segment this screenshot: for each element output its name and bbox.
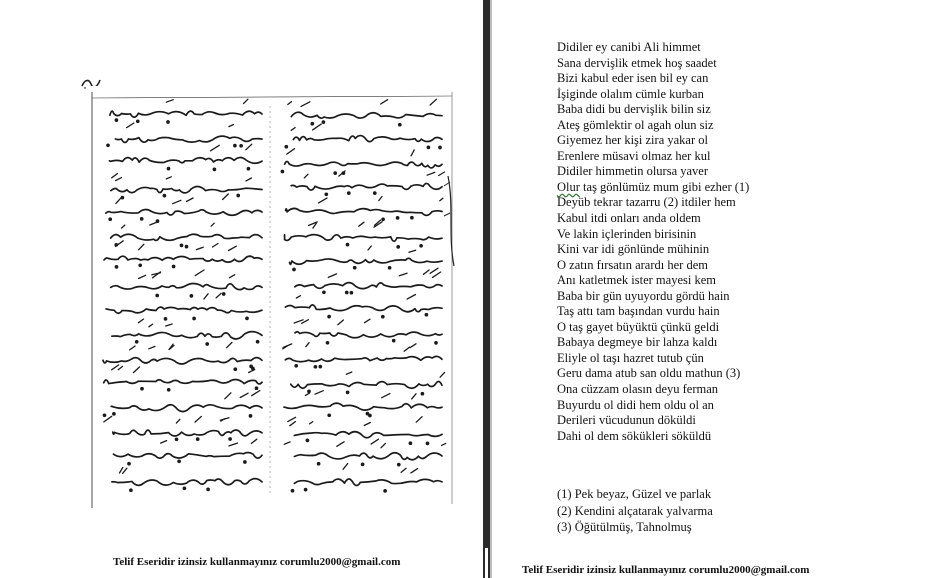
handwriting-stroke bbox=[227, 342, 232, 347]
handwriting-stroke bbox=[442, 443, 446, 445]
handwriting-dot bbox=[382, 316, 384, 318]
handwriting-dot bbox=[213, 168, 215, 170]
handwriting-dot bbox=[168, 389, 170, 391]
poem-line: Babaya degmeye bir lahza kaldı bbox=[557, 335, 718, 350]
handwriting-line bbox=[114, 453, 263, 459]
footnote-line: (2) Kendini alçatarak yalvarma bbox=[557, 503, 713, 518]
handwriting-dot bbox=[136, 341, 138, 343]
handwriting-dot bbox=[137, 120, 139, 122]
handwriting-stroke bbox=[305, 393, 309, 395]
poem-line: İşiginde olalım cümle kurban bbox=[557, 86, 704, 101]
handwriting-line bbox=[103, 358, 262, 364]
handwriting-dot bbox=[247, 168, 249, 170]
handwriting-dot bbox=[325, 193, 327, 195]
handwriting-stroke bbox=[149, 346, 155, 348]
handwriting-stroke bbox=[371, 439, 378, 444]
handwriting-stroke bbox=[296, 296, 300, 298]
handwriting-dot bbox=[206, 343, 208, 345]
handwriting-dot bbox=[229, 438, 231, 440]
handwriting-stroke bbox=[166, 100, 173, 103]
poem-line: Didiler ey canibi Ali himmet bbox=[557, 40, 701, 54]
handwriting-stroke bbox=[319, 198, 328, 203]
poem-line: Kini var idi gönlünde mühinin bbox=[557, 242, 710, 257]
handwriting-stroke bbox=[246, 144, 252, 150]
handwriting-stroke bbox=[112, 365, 119, 370]
handwriting-stroke bbox=[118, 366, 122, 369]
handwriting-dot bbox=[281, 171, 283, 173]
handwriting-dot bbox=[116, 266, 118, 268]
handwriting-line bbox=[285, 235, 443, 242]
handwriting-line bbox=[295, 283, 442, 289]
handwriting-stroke bbox=[186, 198, 193, 202]
handwriting-dot bbox=[393, 340, 395, 342]
handwriting-dot bbox=[362, 463, 364, 465]
handwriting-stroke bbox=[138, 319, 143, 323]
handwriting-stroke bbox=[223, 194, 229, 200]
handwriting-line bbox=[111, 405, 262, 412]
handwriting-dot bbox=[397, 217, 399, 219]
handwriting-stroke bbox=[150, 222, 157, 225]
handwriting-dot bbox=[186, 246, 188, 248]
handwriting-dot bbox=[237, 195, 239, 197]
handwriting-dot bbox=[323, 291, 325, 293]
handwriting-dot bbox=[256, 387, 258, 389]
handwriting-stroke bbox=[416, 417, 422, 423]
handwriting-dot bbox=[350, 292, 352, 294]
handwriting-line bbox=[294, 432, 442, 438]
handwriting-line bbox=[104, 256, 262, 262]
handwriting-stroke bbox=[381, 443, 385, 447]
poem-line: Erenlere müsavi olmaz her kul bbox=[557, 148, 711, 163]
handwriting-dot bbox=[167, 121, 169, 123]
poem-line: Dahi ol dem sökükleri söküldü bbox=[557, 428, 712, 443]
handwriting-dot bbox=[435, 342, 437, 344]
page-divider-gap bbox=[485, 548, 488, 578]
handwriting-dot bbox=[311, 123, 313, 125]
poem-line: Didiler himmetin olursa yaver bbox=[557, 164, 709, 179]
handwriting-stroke bbox=[120, 468, 123, 474]
handwriting-stroke bbox=[379, 197, 382, 201]
handwriting-stroke bbox=[149, 324, 153, 327]
handwriting-line bbox=[286, 208, 442, 215]
poem-line: O zatın fırsatın arardı her dem bbox=[557, 257, 708, 272]
handwriting-line bbox=[112, 332, 262, 339]
handwriting-stroke bbox=[401, 468, 406, 472]
handwriting-line bbox=[291, 382, 442, 389]
handwriting-dot bbox=[347, 391, 349, 393]
handwriting-line bbox=[104, 380, 262, 384]
handwriting-dot bbox=[382, 218, 384, 220]
page-divider bbox=[483, 0, 490, 578]
handwriting-stroke bbox=[306, 343, 309, 347]
poem-line: Taş attı tam başından vurdu hain bbox=[557, 304, 720, 319]
handwriting-stroke bbox=[196, 247, 203, 249]
handwriting-stroke bbox=[166, 177, 171, 179]
handwriting-stroke bbox=[423, 270, 429, 274]
handwriting-dot bbox=[250, 365, 252, 367]
handwriting-line bbox=[284, 403, 442, 410]
handwriting-stroke bbox=[283, 344, 292, 348]
handwriting-stroke bbox=[176, 419, 180, 423]
handwriting-stroke bbox=[116, 178, 122, 181]
handwriting-stroke bbox=[294, 320, 303, 323]
handwriting-stroke bbox=[433, 272, 441, 277]
handwriting-dot bbox=[240, 145, 242, 147]
handwriting-dot bbox=[107, 144, 109, 146]
handwriting-stroke bbox=[409, 250, 416, 252]
handwriting-stroke bbox=[249, 370, 255, 373]
handwriting-stroke bbox=[225, 393, 231, 399]
handwriting-stroke bbox=[173, 200, 181, 203]
handwriting-line bbox=[291, 183, 442, 190]
handwriting-stroke bbox=[439, 172, 445, 176]
footnotes bbox=[557, 486, 713, 536]
handwriting-dot bbox=[346, 292, 348, 294]
handwriting-stroke bbox=[338, 320, 344, 325]
handwriting-dot bbox=[130, 489, 132, 491]
handwriting-stroke bbox=[112, 174, 118, 178]
handwriting-stroke bbox=[411, 150, 414, 156]
handwriting-dot bbox=[183, 487, 185, 489]
handwriting-dot bbox=[115, 119, 117, 121]
handwriting-dot bbox=[139, 264, 141, 266]
handwriting-line bbox=[115, 136, 262, 142]
handwriting-stroke bbox=[229, 443, 237, 446]
handwriting-dot bbox=[420, 245, 422, 247]
handwriting-line bbox=[110, 157, 263, 163]
handwriting-stroke bbox=[412, 394, 416, 399]
poem-line: Deyüb tekrar tazarru (2) itdiler hem bbox=[557, 195, 736, 210]
handwriting-stroke bbox=[365, 319, 371, 323]
poem-line: Ateş gömlektir ol agah olun siz bbox=[557, 117, 714, 132]
handwriting-stroke bbox=[343, 464, 348, 470]
handwriting-stroke bbox=[246, 178, 251, 181]
handwriting-stroke bbox=[204, 294, 208, 299]
handwriting-dot bbox=[354, 267, 356, 269]
handwriting-stroke bbox=[229, 246, 237, 250]
poem-line: Derileri vücudunun döküldi bbox=[557, 413, 696, 428]
handwriting-dot bbox=[425, 314, 427, 316]
handwriting-dot bbox=[104, 414, 106, 416]
handwriting-line bbox=[291, 112, 442, 118]
handwriting-line bbox=[285, 356, 442, 361]
handwriting-dot bbox=[141, 218, 143, 220]
handwriting-dot bbox=[327, 342, 329, 344]
handwriting-dot bbox=[421, 393, 423, 395]
handwriting-line bbox=[111, 234, 262, 240]
handwriting-dot bbox=[328, 316, 330, 318]
manuscript-image bbox=[86, 86, 458, 514]
poem-line: Olur taş gönlümüz mum gibi ezher (1) bbox=[557, 179, 750, 194]
handwriting-dot bbox=[257, 341, 259, 343]
handwriting-dot bbox=[156, 295, 158, 297]
handwriting-dot bbox=[427, 442, 429, 444]
handwriting-dot bbox=[193, 318, 195, 320]
poem-line: Eliyle ol taşı hazret tutub çün bbox=[557, 350, 704, 365]
poem-line: O taş gayet büyüktü çünkü geldi bbox=[557, 319, 720, 334]
poem-line: Giyemez her kişi zira yakar ol bbox=[557, 133, 708, 148]
handwriting-stroke bbox=[104, 416, 112, 422]
handwriting-stroke bbox=[127, 123, 134, 128]
poem-line: Buyurdu ol didi hem oldu ol an bbox=[557, 397, 714, 412]
poem-line: Ona cüzzam olasın deyu ferman bbox=[557, 382, 719, 397]
handwriting-stroke bbox=[310, 422, 313, 424]
handwriting-dot bbox=[197, 438, 199, 440]
handwriting-stroke bbox=[251, 439, 256, 443]
handwriting-line bbox=[106, 307, 262, 313]
handwriting-dot bbox=[207, 488, 209, 490]
poem-line: Baba didi bu dervişlik bilin siz bbox=[557, 102, 711, 117]
handwriting-dot bbox=[318, 463, 320, 465]
handwriting-stroke bbox=[346, 372, 352, 374]
handwriting-dot bbox=[176, 438, 178, 440]
handwriting-stroke bbox=[407, 295, 415, 300]
handwriting-dot bbox=[109, 218, 111, 220]
handwriting-dot bbox=[399, 124, 401, 126]
handwriting-dot bbox=[347, 244, 349, 246]
poem-line: Sana dervişlik etmek hoş saadet bbox=[557, 55, 717, 70]
handwriting-stroke bbox=[364, 423, 370, 426]
handwriting-dot bbox=[168, 168, 170, 170]
handwriting-stroke bbox=[230, 275, 235, 278]
handwriting-stroke bbox=[211, 223, 214, 226]
handwriting-stroke bbox=[430, 268, 438, 273]
handwriting-stroke bbox=[430, 99, 436, 105]
handwriting-dot bbox=[334, 172, 336, 174]
handwriting-stroke bbox=[328, 274, 336, 278]
handwriting-dot bbox=[305, 489, 307, 491]
handwriting-dot bbox=[295, 365, 297, 367]
poem-line: Geru dama atub san oldu mathun (3) bbox=[557, 366, 741, 381]
handwriting-stroke bbox=[244, 99, 248, 103]
handwriting-line bbox=[294, 453, 442, 460]
handwriting-line bbox=[111, 186, 262, 192]
handwriting-stroke bbox=[123, 468, 127, 473]
copyright-footer-left: Telif Eseridir izinsiz kullanmayınız corumlu2000@gmail.com bbox=[113, 556, 401, 568]
handwriting-stroke bbox=[229, 125, 234, 127]
handwriting-dot bbox=[190, 295, 192, 297]
handwriting-dot bbox=[366, 413, 368, 415]
handwriting-stroke bbox=[315, 391, 323, 395]
handwriting-line bbox=[295, 332, 442, 338]
poem-text bbox=[557, 40, 749, 444]
handwriting-dot bbox=[173, 266, 175, 268]
poem-line: Baba bir gün uyuyordu gördü hain bbox=[557, 288, 730, 303]
handwriting-line bbox=[285, 305, 442, 312]
handwriting-dot bbox=[348, 192, 350, 194]
handwriting-dot bbox=[113, 413, 115, 415]
handwriting-line bbox=[294, 479, 442, 486]
handwriting-line bbox=[113, 430, 262, 436]
handwriting-stroke bbox=[195, 270, 204, 276]
handwriting-dot bbox=[398, 464, 400, 466]
handwriting-line bbox=[285, 161, 442, 167]
handwriting-dot bbox=[178, 460, 180, 462]
handwriting-dot bbox=[439, 147, 441, 149]
handwriting-stroke bbox=[404, 347, 409, 351]
transcription-page bbox=[492, 0, 932, 578]
handwriting-stroke bbox=[240, 393, 248, 397]
handwriting-stroke bbox=[313, 124, 322, 130]
handwriting-stroke bbox=[216, 293, 221, 298]
handwriting-dot bbox=[285, 146, 287, 148]
handwriting-stroke bbox=[427, 172, 435, 175]
handwriting-dot bbox=[328, 414, 330, 416]
handwriting-stroke bbox=[116, 198, 121, 204]
handwriting-line bbox=[293, 136, 442, 142]
handwriting-dot bbox=[250, 415, 252, 417]
handwriting-dot bbox=[141, 388, 143, 390]
handwriting-dot bbox=[308, 390, 310, 392]
handwriting-dot bbox=[397, 246, 399, 248]
handwriting-stroke bbox=[133, 367, 139, 373]
handwriting-dot bbox=[223, 293, 225, 295]
handwriting-dot bbox=[246, 317, 248, 319]
handwriting-stroke bbox=[368, 246, 371, 250]
poem-line: Bizi kabul eder isen bil ey can bbox=[557, 71, 709, 86]
handwriting-dot bbox=[234, 145, 236, 147]
copyright-footer-right: Telif Eseridir izinsiz kullanmayınız corumlu2000@gmail.com bbox=[522, 564, 810, 576]
handwriting-dot bbox=[165, 318, 167, 320]
handwriting-line bbox=[110, 111, 262, 117]
handwriting-stroke bbox=[411, 469, 418, 473]
handwriting-stroke bbox=[195, 417, 201, 423]
footnote-line: (3) Öğütülmüş, Tahnolmuş bbox=[557, 520, 692, 534]
handwriting-stroke bbox=[290, 422, 296, 426]
handwriting-dot bbox=[306, 439, 308, 441]
handwriting-stroke bbox=[122, 225, 125, 228]
handwriting-stroke bbox=[399, 273, 407, 276]
handwriting-stroke bbox=[252, 391, 260, 396]
handwriting-stroke bbox=[284, 442, 290, 444]
handwriting-dot bbox=[292, 490, 294, 492]
handwriting-line bbox=[106, 210, 262, 216]
poem-line: Ve lakin içlerinden birisinin bbox=[557, 226, 697, 241]
poem-line: Anı katletmek ister mayesi kem bbox=[557, 273, 716, 288]
handwriting-dot bbox=[427, 146, 429, 148]
handwriting-dot bbox=[411, 217, 413, 219]
handwriting-dot bbox=[157, 220, 159, 222]
handwriting-dot bbox=[163, 195, 165, 197]
handwriting-dot bbox=[319, 366, 321, 368]
handwriting-dot bbox=[369, 415, 371, 417]
handwriting-stroke bbox=[166, 324, 173, 326]
handwriting-dot bbox=[322, 121, 324, 123]
handwriting-stroke bbox=[288, 417, 296, 421]
handwriting-line bbox=[111, 283, 262, 289]
handwriting-dot bbox=[409, 442, 411, 444]
footnote-line: (1) Pek beyaz, Güzel ve parlak bbox=[557, 487, 712, 501]
handwriting-stroke bbox=[287, 149, 295, 154]
handwriting-dot bbox=[128, 463, 130, 465]
handwriting-dot bbox=[234, 368, 236, 370]
handwriting-stroke bbox=[211, 145, 220, 151]
handwriting-stroke bbox=[291, 128, 295, 131]
handwriting-stroke bbox=[161, 441, 167, 444]
handwriting-dot bbox=[374, 192, 376, 194]
handwriting-dot bbox=[244, 461, 246, 463]
handwriting-dot bbox=[293, 269, 295, 271]
handwriting-stroke bbox=[139, 275, 146, 278]
handwriting-dot bbox=[389, 267, 391, 269]
handwriting-stroke bbox=[440, 198, 443, 201]
handwriting-dot bbox=[181, 244, 183, 246]
handwriting-stroke bbox=[337, 442, 344, 447]
handwriting-stroke bbox=[139, 244, 144, 250]
handwriting-stroke bbox=[440, 372, 445, 377]
handwriting-stroke bbox=[381, 100, 388, 104]
handwriting-stroke bbox=[130, 346, 136, 350]
handwriting-stroke bbox=[382, 394, 390, 398]
handwriting-stroke bbox=[410, 344, 416, 348]
handwriting-dot bbox=[314, 366, 316, 368]
handwriting-stroke bbox=[301, 102, 310, 107]
poem-line: Kabul itdi onları anda oldem bbox=[557, 211, 701, 226]
handwriting-dot bbox=[384, 490, 386, 492]
handwriting-stroke bbox=[304, 174, 308, 178]
handwriting-stroke bbox=[213, 244, 219, 248]
handwriting-stroke bbox=[359, 222, 364, 226]
handwriting-line bbox=[290, 258, 443, 264]
handwriting-stroke bbox=[288, 102, 292, 105]
handwriting-line bbox=[112, 479, 262, 486]
